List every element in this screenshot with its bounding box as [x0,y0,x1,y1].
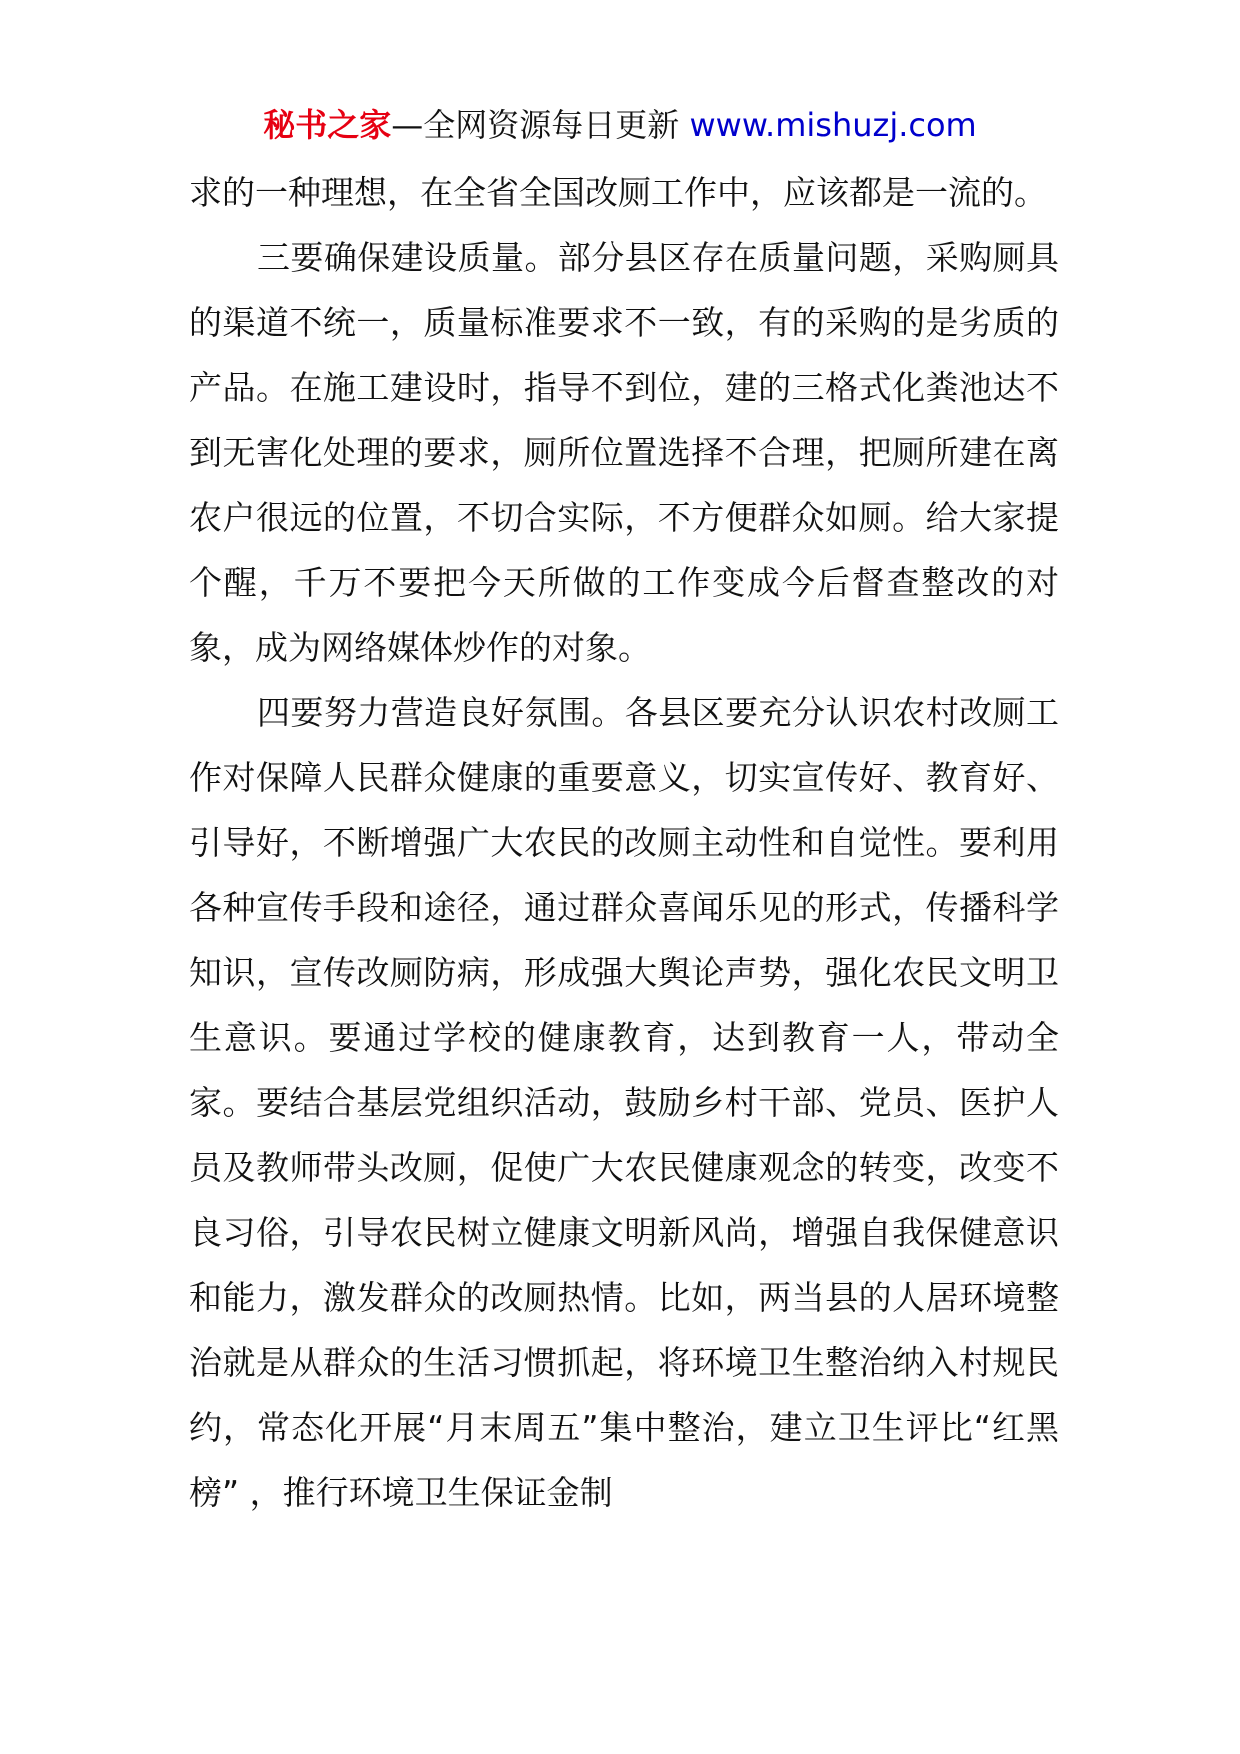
page-header [0,100,1240,150]
document-body [189,160,1059,1525]
paragraph: 求的一种理想，在全省全国改厕工作中，应该都是一流的。 [189,173,1047,212]
header-tagline: —全网资源每日更新 [391,106,690,144]
header-brand: 秘书之家 [263,106,392,144]
header-url-link[interactable]: www.mishuzj.com [689,106,977,144]
paragraph: 三要确保建设质量。部分县区存在质量问题，采购厕具的渠道不统一，质量标准要求不一致，有的采购的是劣质的产品。在施工建设时，指导不到位，建的三格式化粪池达不到无害化处理的要求，厕所位置选择不合理，把厕所建在离农户很远的位置，不切合实际，不方便群众如厕。给大家提个醒，千万不要把今天所做的工作变成今后督查整改的对象，成为网络媒体炒作的对象。 [189,238,1059,667]
paragraph: 四要努力营造良好氛围。各县区要充分认识农村改厕工作对保障人民群众健康的重要意义，切实宣传好、教育好、引导好，不断增强广大农民的改厕主动性和自觉性。要利用各种宣传手段和途径，通过群众喜闻乐见的形式，传播科学知识，宣传改厕防病，形成强大舆论声势，强化农民文明卫生意识。要通过学校的健康教育，达到教育一人，带动全家。要结合基层党组织活动，鼓励乡村干部、党员、医护人员及教师带头改厕，促使广大农民健康观念的转变，改变不良习俗，引导农民树立健康文明新风尚，增强自我保健意识和能力，激发群众的改厕热情。比如，两当县的人居环境整治就是从群众的生活习惯抓起，将环境卫生整治纳入村规民约，常态化开展“月末周五”集中整治，建立卫生评比“红黑榜” ，推行环境卫生保证金制 [189,693,1059,1512]
